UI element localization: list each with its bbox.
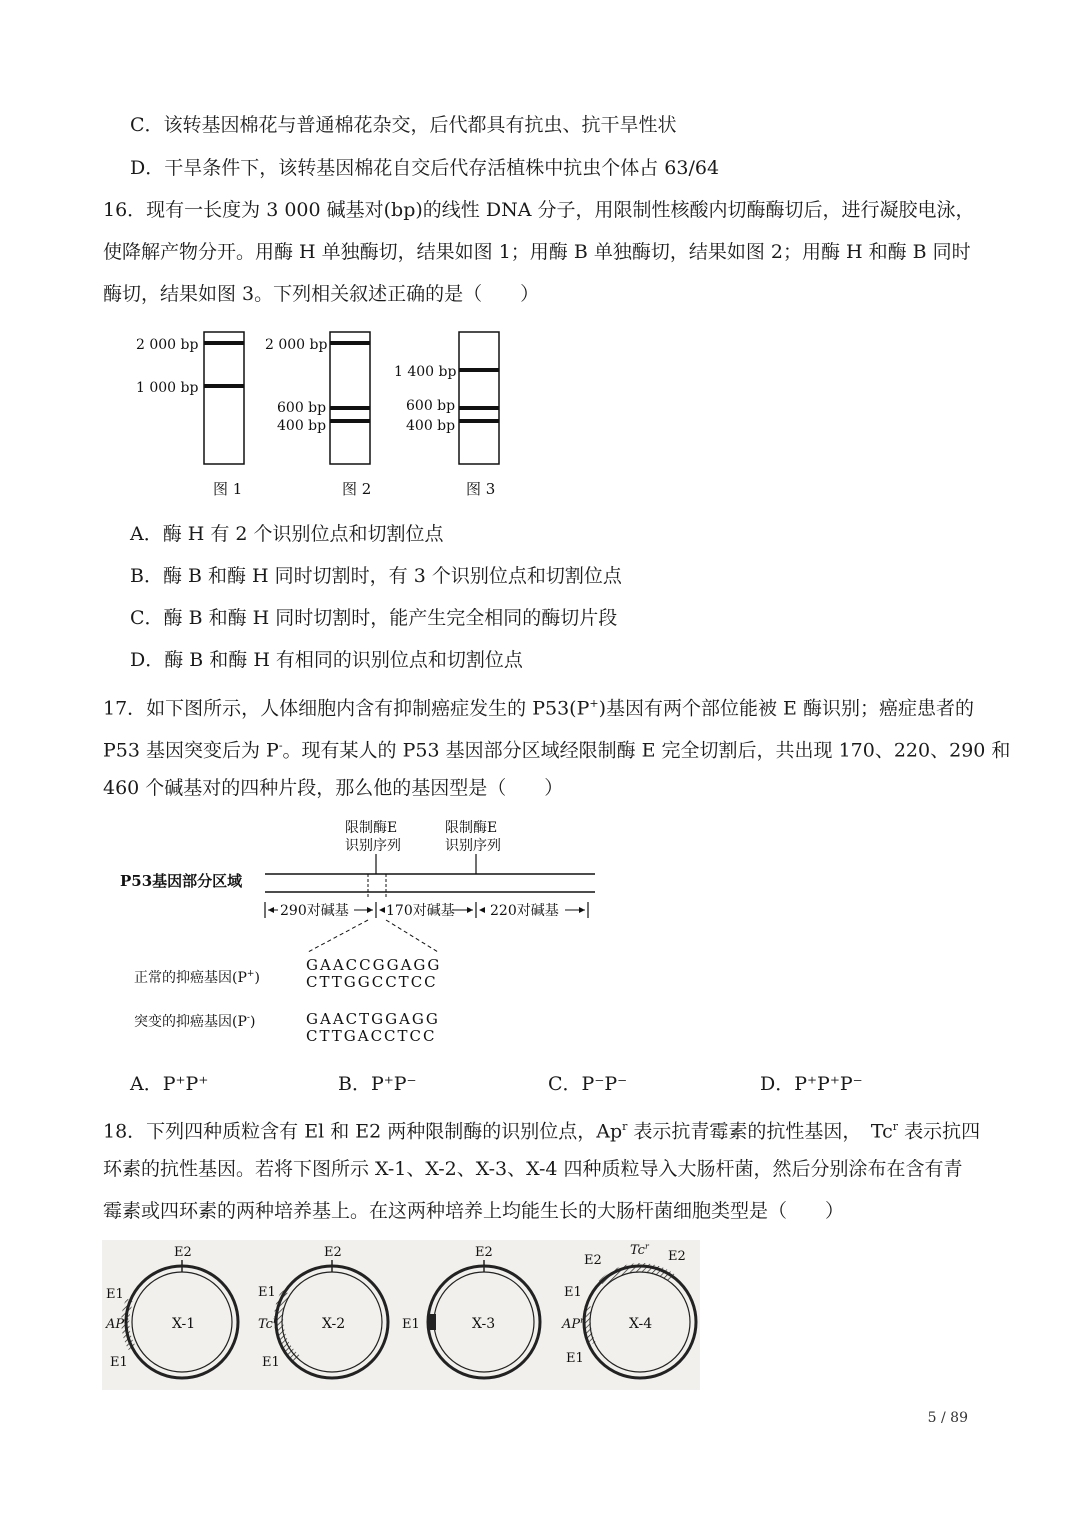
region-label: P53基因部分区域 — [120, 872, 243, 890]
band-label: 1 400 bp — [394, 364, 457, 380]
figure-caption: 图 2 — [342, 480, 372, 498]
svg-text:E1: E1 — [262, 1355, 280, 1370]
q17-option-a: A．P⁺P⁺ — [130, 1073, 209, 1095]
gel-band — [459, 406, 499, 410]
svg-text:E2: E2 — [668, 1249, 686, 1264]
site-label: 识别序列 — [445, 838, 501, 854]
figure-caption: 图 1 — [213, 480, 243, 498]
page-number: 5 / 89 — [927, 1410, 968, 1426]
band-label: 2 000 bp — [265, 337, 328, 353]
svg-text:APr: $AP^r$ — [106, 1316, 128, 1332]
svg-text:E1: E1 — [566, 1351, 584, 1366]
svg-text:E2: E2 — [324, 1245, 342, 1260]
svg-text:E2: E2 — [174, 1245, 192, 1260]
q17-stem-line3: 460 个碱基对的四种片段，那么他的基因型是（ ） — [103, 777, 564, 799]
q16-stem-line2: 使降解产物分开。用酶 H 单独酶切，结果如图 1；用酶 B 单独酶切，结果如图 2；用酶 H 和酶 B 同时 — [103, 241, 971, 263]
figure-caption: 图 3 — [466, 480, 496, 498]
normal-gene-label: 正常的抑癌基因(P+) — [134, 969, 260, 986]
gel-lane-3 — [459, 332, 499, 464]
q17-option-c: C．P⁻P⁻ — [548, 1073, 628, 1095]
band-label: 600 bp — [406, 398, 456, 414]
q16-option-a: A．酶 H 有 2 个识别位点和切割位点 — [130, 523, 444, 545]
p53-diagram — [120, 812, 610, 1052]
gel-band — [330, 419, 370, 423]
sequence-mutant-bottom: CTTGACCTCC — [306, 1027, 437, 1045]
band-label: 2 000 bp — [136, 337, 199, 353]
svg-text:E1: E1 — [110, 1355, 128, 1370]
band-label: 400 bp — [406, 418, 456, 434]
svg-text:E2: E2 — [584, 1253, 602, 1268]
plasmid-name: X-3 — [472, 1316, 496, 1332]
gel-lane-2 — [330, 332, 370, 464]
q16-stem-line1: 16．现有一长度为 3 000 碱基对(bp)的线性 DNA 分子，用限制性核酸内切酶酶切后，进行凝胶电泳， — [103, 199, 975, 221]
svg-text:E1: E1 — [564, 1285, 582, 1300]
q15-option-c: C．该转基因棉花与普通棉花杂交，后代都具有抗虫、抗干旱性状 — [130, 114, 677, 136]
segment-label: 290对碱基 — [280, 903, 349, 919]
plasmid-name: X-4 — [629, 1316, 653, 1332]
sequence-normal-bottom: CTTGGCCTCC — [306, 973, 438, 991]
sequence-mutant-top: GAACTGGAGG — [306, 1010, 440, 1028]
gel-band — [459, 368, 499, 372]
svg-text:Tcr: Tc$^r$ — [630, 1242, 649, 1258]
q15-option-d: D．干旱条件下，该转基因棉花自交后代存活植株中抗虫个体占 63/64 — [130, 157, 720, 179]
q16-stem-line3: 酶切，结果如图 3。下列相关叙述正确的是（ ） — [103, 283, 540, 305]
site-label: 限制酶E — [445, 820, 498, 836]
gel-band — [459, 419, 499, 423]
plasmid-figure — [102, 1240, 700, 1390]
q17-option-d: D．P⁺P⁺P⁻ — [760, 1073, 863, 1095]
svg-text:APr: $AP^r$ — [562, 1316, 584, 1332]
q17-stem-line2: P53 基因突变后为 P-。现有某人的 P53 基因部分区域经限制酶 E 完全切割后，共出现 170、220、290 和 — [103, 739, 1011, 762]
plasmid-name: X-2 — [322, 1316, 346, 1332]
band-label: 1 000 bp — [136, 380, 199, 396]
plasmid-name: X-1 — [172, 1316, 196, 1332]
q18-stem-line3: 霉素或四环素的两种培养基上。在这两种培养上均能生长的大肠杆菌细胞类型是（ ） — [103, 1200, 845, 1222]
figure-background — [102, 1240, 700, 1390]
gel-band — [204, 341, 244, 345]
segment-label: 170对碱基 — [386, 903, 455, 919]
svg-text:E1: E1 — [106, 1287, 124, 1302]
gel-electrophoresis-figure — [120, 320, 520, 510]
gel-band — [330, 406, 370, 410]
q17-option-b: B．P⁺P⁻ — [338, 1073, 417, 1095]
band-label: 400 bp — [277, 418, 327, 434]
svg-text:E1: E1 — [258, 1285, 276, 1300]
svg-text:E2: E2 — [475, 1245, 493, 1260]
q16-option-d: D．酶 B 和酶 H 有相同的识别位点和切割位点 — [130, 649, 523, 671]
mutant-gene-label: 突变的抑癌基因(P-) — [134, 1013, 256, 1030]
gel-band — [204, 384, 244, 388]
q18-stem-line2: 环素的抗性基因。若将下图所示 X-1、X-2、X-3、X-4 四种质粒导入大肠杆菌，然后分别涂布在含有青 — [103, 1158, 963, 1180]
q16-option-c: C．酶 B 和酶 H 同时切割时，能产生完全相同的酶切片段 — [130, 607, 618, 629]
q18-stem-line1: 18．下列四种质粒含有 El 和 E2 两种限制酶的识别位点，Ap$^r$ 表示抗青霉素的抗性基因， Tc$^r$ 表示抗四 — [103, 1120, 981, 1143]
site-label: 识别序列 — [345, 838, 401, 854]
q17-stem-line1: 17．如下图所示，人体细胞内含有抑制癌症发生的 P53(P+)基因有两个部位能被 E 酶识别；癌症患者的 — [103, 697, 974, 720]
gel-band — [330, 341, 370, 345]
sequence-normal-top: GAACCGGAGG — [306, 956, 442, 974]
q16-option-b: B．酶 B 和酶 H 同时切割时，有 3 个识别位点和切割位点 — [130, 565, 622, 587]
svg-text:Tcr: Tc$^r$ — [258, 1316, 277, 1332]
segment-label: 220对碱基 — [490, 903, 559, 919]
gel-lane-1 — [204, 332, 244, 464]
svg-text:E1: E1 — [402, 1317, 420, 1332]
band-label: 600 bp — [277, 400, 327, 416]
site-label: 限制酶E — [345, 820, 398, 836]
